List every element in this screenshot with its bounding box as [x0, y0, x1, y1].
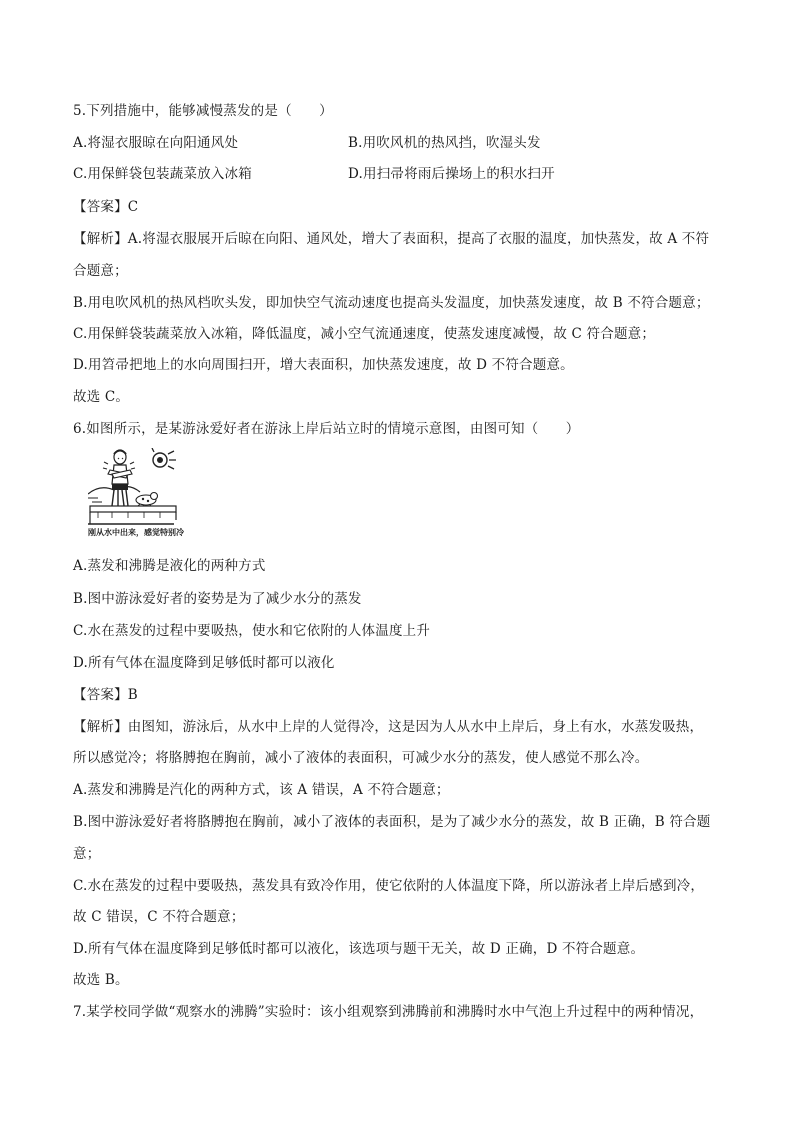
q6-analysis-line: 意；	[73, 846, 101, 862]
q5-analysis-line: C.用保鲜袋装蔬菜放入冰箱，降低温度，减小空气流通速度，使蒸发速度减慢，故 C 符合题意；	[73, 326, 656, 342]
q5-option-d: D.用扫帚将雨后操场上的积水扫开	[348, 166, 555, 182]
q5-option-a: A.将湿衣服晾在向阳通风处	[73, 135, 239, 151]
q5-analysis-line: B.用电吹风机的热风档吹头发，即加快空气流动速度也提高头发温度，加快蒸发速度，故 B 不符合题意；	[73, 295, 710, 311]
q5-answer: 【答案】C	[73, 199, 139, 215]
q6-answer: 【答案】B	[73, 687, 138, 703]
q5-analysis-line: 故选 C。	[73, 389, 130, 405]
q6-analysis-line: 所以感觉冷；将胳膊抱在胸前，减小了液体的表面积，可减少水分的蒸发，使人感觉不那么冷。	[73, 750, 649, 766]
q5-option-c: C.用保鲜袋包装蔬菜放入冰箱	[73, 166, 252, 182]
q6-stem: 6.如图所示，是某游泳爱好者在游泳上岸后站立时的情境示意图，由图可知（ ）	[73, 421, 580, 437]
swimmer-figure	[88, 448, 188, 544]
swimmer-illustration	[88, 448, 188, 528]
q6-option-c: C.水在蒸发的过程中要吸热，使水和它依附的人体温度上升	[73, 623, 431, 639]
q5-analysis-line: 合题意；	[73, 263, 128, 279]
q5-option-b: B.用吹风机的热风挡，吹湿头发	[348, 135, 541, 151]
q6-analysis-line: 故选 B。	[73, 972, 129, 988]
q6-option-b: B.图中游泳爱好者的姿势是为了减少水分的蒸发	[73, 591, 362, 607]
q6-analysis-line: 【解析】由图知，游泳后，从水中上岸的人觉得冷，这是因为人从水中上岸后，身上有水，水蒸发吸热，	[73, 719, 704, 735]
q6-analysis-line: C.水在蒸发的过程中要吸热，蒸发具有致冷作用，使它依附的人体温度下降，所以游泳者上岸后感到冷，	[73, 878, 705, 894]
q6-analysis-line: 故 C 错误，C 不符合题意；	[73, 909, 245, 925]
q6-option-d: D.所有气体在温度降到足够低时都可以液化	[73, 655, 335, 671]
q5-analysis-line: 【解析】A.将湿衣服展开后晾在向阳、通风处，增大了表面积，提高了衣服的温度，加快蒸发，故 A 不符	[73, 231, 710, 247]
q7-stem: 7.某学校同学做“观察水的沸腾”实验时：该小组观察到沸腾前和沸腾时水中气泡上升过程中的两种情况，	[73, 1004, 704, 1020]
figure-caption: 刚从水中出来，感觉特别冷	[88, 528, 184, 537]
q6-analysis-line: B.图中游泳爱好者将胳膊抱在胸前，减小了液体的表面积，是为了减少水分的蒸发，故 B 正确，B 符合题	[73, 814, 711, 830]
q6-analysis-line: A.蒸发和沸腾是汽化的两种方式，该 A 错误，A 不符合题意；	[73, 782, 450, 798]
q5-stem: 5.下列措施中，能够减慢蒸发的是（ ）	[73, 103, 333, 119]
q6-analysis-line: D.所有气体在温度降到足够低时都可以液化，该选项与题干无关，故 D 正确，D 不符合题意。	[73, 941, 645, 957]
q5-analysis-line: D.用笤帚把地上的水向周围扫开，增大表面积，加快蒸发速度，故 D 不符合题意。	[73, 357, 574, 373]
q6-option-a: A.蒸发和沸腾是液化的两种方式	[73, 558, 266, 574]
